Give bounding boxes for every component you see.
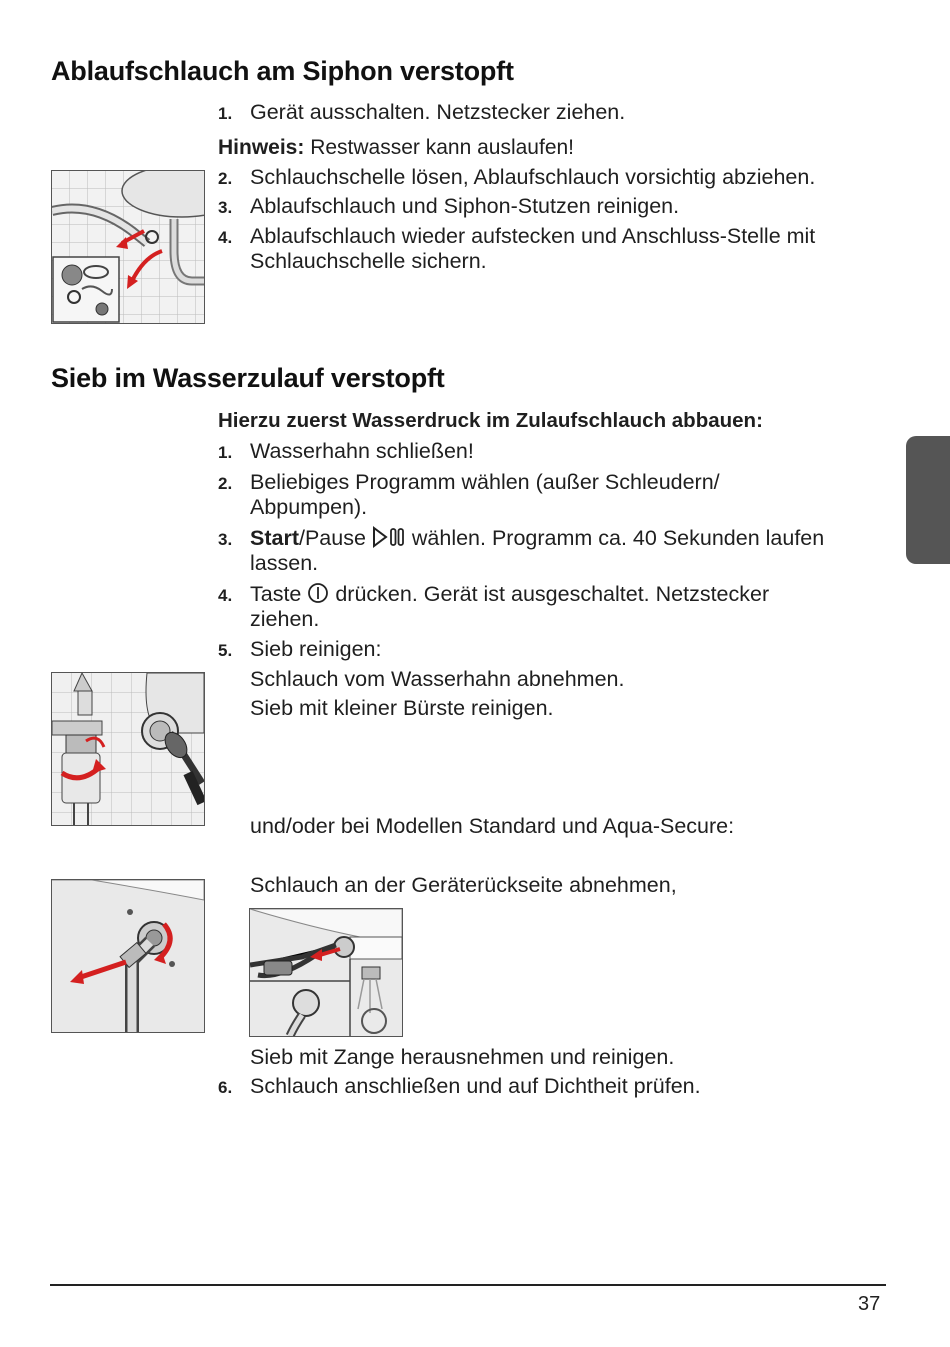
sub-instruction: Schlauch an der Geräterückseite abnehmen, (250, 873, 677, 897)
step-text: Schlauch anschließen und auf Dichtheit prüfen. (250, 1074, 701, 1098)
step-number: 2. (218, 474, 233, 493)
step-text: Gerät ausschalten. Netzstecker ziehen. (250, 100, 626, 124)
step-text: Schlauchschelle lösen, Ablaufschlauch vorsichtig abziehen. (250, 165, 816, 189)
taste-label: Taste (250, 582, 302, 606)
sub-instruction: Schlauch vom Wasserhahn abnehmen. (250, 667, 625, 691)
section-intro: Hierzu zuerst Wasserdruck im Zulaufschlauch abbauen: (218, 409, 763, 432)
sub-instruction: Sieb mit Zange herausnehmen und reinigen. (250, 1045, 675, 1069)
step-number: 4. (218, 586, 233, 605)
step-text-after: wählen. Programm ca. 40 Sekunden laufen (405, 526, 825, 550)
step-text (250, 582, 769, 611)
footer-divider (50, 1284, 886, 1286)
section-title-sieve: Sieb im Wasserzulauf verstopft (51, 363, 445, 393)
step-number: 1. (218, 104, 233, 123)
step-text: Ablaufschlauch wieder aufstecken und Anschluss-Stelle mit (250, 224, 816, 248)
chapter-tab (906, 436, 950, 564)
step-text (250, 526, 824, 555)
step-number: 6. (218, 1078, 233, 1097)
step-text-continued: ziehen. (250, 607, 320, 631)
step-text: Ablaufschlauch und Siphon-Stutzen reinigen. (250, 194, 680, 218)
step-number: 4. (218, 228, 233, 247)
pause-label: /Pause (298, 526, 366, 550)
step-text-continued: lassen. (250, 551, 319, 575)
step-text-continued: Schlauchschelle sichern. (250, 249, 487, 273)
siphon-illustration (51, 170, 205, 324)
step-number: 1. (218, 443, 233, 462)
section-title-siphon: Ablaufschlauch am Siphon verstopft (51, 56, 514, 86)
step-text-continued: Abpumpen). (250, 495, 368, 519)
note (218, 135, 574, 160)
page-number: 37 (858, 1293, 881, 1315)
step-text: Wasserhahn schließen! (250, 439, 474, 463)
start-label: Start (250, 526, 299, 550)
start-pause-icon (372, 526, 406, 555)
sub-instruction: Sieb mit kleiner Bürste reinigen. (250, 696, 554, 720)
note-text: Restwasser kann auslaufen! (304, 136, 575, 159)
step-number: 3. (218, 530, 233, 549)
step-text: Beliebiges Programm wählen (außer Schleudern/ (250, 470, 720, 494)
step-number: 2. (218, 169, 233, 188)
step-text: Sieb reinigen: (250, 637, 382, 661)
step-text-after: drücken. Gerät ist ausgeschaltet. Netzstecker (329, 582, 770, 606)
sub-instruction: und/oder bei Modellen Standard und Aqua-Secure: (250, 814, 735, 838)
step-number: 3. (218, 198, 233, 217)
appliance-hose-illustration (51, 879, 205, 1033)
tap-brush-illustration (51, 672, 205, 826)
step-number: 5. (218, 641, 233, 660)
note-label: Hinweis: (218, 136, 305, 159)
pliers-sieve-illustration (249, 908, 403, 1037)
